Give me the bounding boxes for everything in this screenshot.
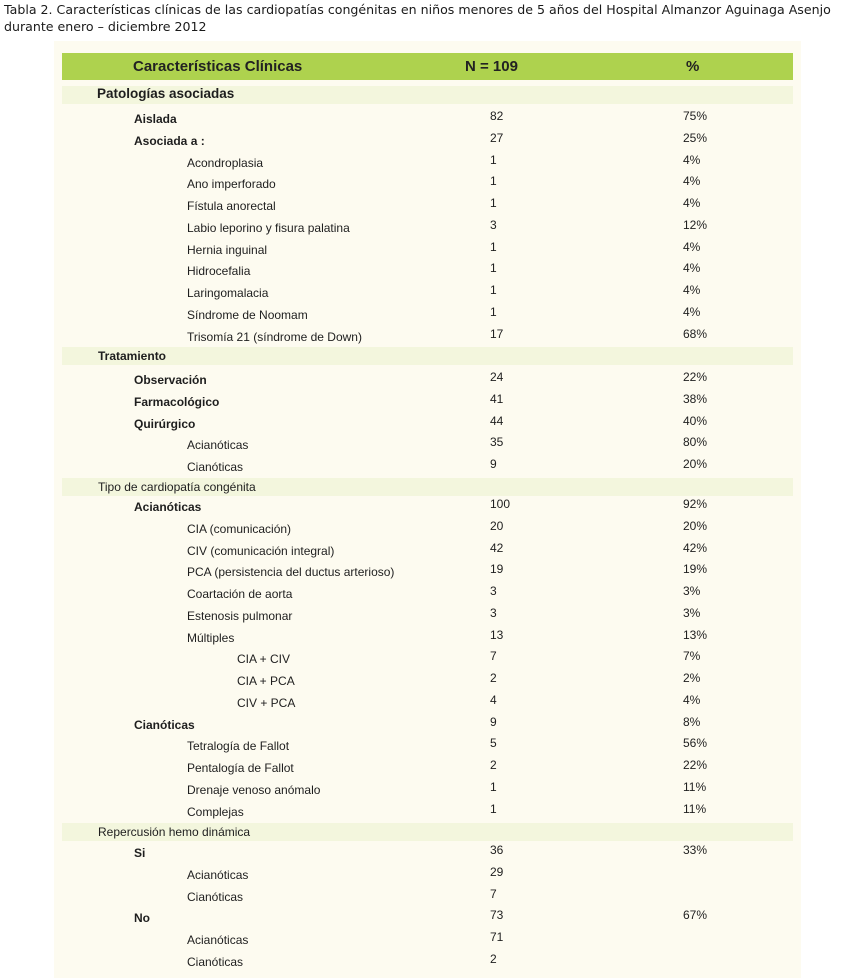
row-count: 100 (490, 497, 511, 511)
row-label: Cianóticas (187, 890, 244, 904)
row-count: 20 (490, 519, 504, 533)
row-label: Múltiples (187, 631, 235, 645)
row-label: Estenosis pulmonar (187, 609, 293, 623)
section-title: Repercusión hemo dinámica (98, 825, 251, 839)
row-percent: 4% (683, 196, 701, 210)
row-percent: 75% (683, 109, 708, 123)
row-percent: 25% (683, 131, 708, 145)
row-label: Acianóticas (187, 933, 249, 947)
row-count: 41 (490, 392, 504, 406)
row-percent: 67% (683, 908, 708, 922)
row-percent: 3% (683, 606, 701, 620)
row-count: 7 (490, 887, 497, 901)
row-percent: 3% (683, 584, 701, 598)
row-count: 3 (490, 218, 497, 232)
row-percent: 11% (683, 802, 707, 816)
row-percent: 92% (683, 497, 708, 511)
row-count: 35 (490, 435, 504, 449)
row-percent: 11% (683, 780, 707, 794)
row-percent: 4% (683, 283, 701, 297)
row-label: Aislada (134, 112, 177, 126)
row-percent: 4% (683, 240, 701, 254)
row-label: PCA (persistencia del ductus arterioso) (187, 565, 395, 579)
row-count: 2 (490, 758, 497, 772)
row-label: Laringomalacia (187, 286, 269, 300)
row-count: 82 (490, 109, 504, 123)
row-percent: 8% (683, 715, 701, 729)
row-percent: 12% (683, 218, 708, 232)
row-count: 1 (490, 196, 497, 210)
row-percent: 68% (683, 327, 708, 341)
row-label: CIV + PCA (237, 696, 296, 710)
row-label: Cianóticas (187, 955, 244, 969)
row-count: 1 (490, 305, 497, 319)
section-band (62, 347, 793, 365)
row-percent: 80% (683, 435, 708, 449)
row-label: CIA (comunicación) (187, 522, 292, 536)
row-label: Si (134, 846, 146, 860)
row-label: CIV (comunicación integral) (187, 544, 335, 558)
row-label: Farmacológico (134, 395, 220, 409)
row-label: Hidrocefalia (187, 264, 251, 278)
row-label: Cianóticas (134, 718, 195, 732)
row-count: 9 (490, 715, 497, 729)
header-characteristics: Características Clínicas (133, 58, 303, 75)
row-label: Pentalogía de Fallot (187, 761, 294, 775)
table-caption: Tabla 2. Características clínicas de las cardiopatías congénitas en niños menores de 5 años del Hospital Almanzor Aguinaga Asenjo durante enero – diciembre 2012 (4, 2, 831, 34)
row-count: 29 (490, 865, 504, 879)
row-percent: 38% (683, 392, 708, 406)
row-label: Trisomía 21 (síndrome de Down) (187, 330, 362, 344)
row-label: CIA + CIV (237, 652, 291, 666)
row-count: 4 (490, 693, 497, 707)
row-percent: 20% (683, 519, 708, 533)
row-count: 1 (490, 240, 497, 254)
row-count: 1 (490, 174, 497, 188)
row-percent: 22% (683, 758, 708, 772)
row-count: 71 (490, 930, 504, 944)
row-percent: 4% (683, 174, 701, 188)
row-count: 27 (490, 131, 504, 145)
row-count: 7 (490, 649, 497, 663)
row-count: 3 (490, 606, 497, 620)
section-title: Patologías asociadas (97, 86, 235, 101)
section-title: Tipo de cardiopatía congénita (98, 480, 256, 494)
row-count: 2 (490, 671, 497, 685)
row-percent: 4% (683, 261, 701, 275)
row-percent: 56% (683, 736, 708, 750)
row-label: Coartación de aorta (187, 587, 293, 601)
row-percent: 19% (683, 562, 708, 576)
row-label: Complejas (187, 805, 244, 819)
row-label: Observación (134, 373, 207, 387)
row-count: 3 (490, 584, 497, 598)
row-count: 1 (490, 780, 497, 794)
row-label: Hernia inguinal (187, 243, 268, 257)
row-percent: 4% (683, 305, 701, 319)
row-count: 2 (490, 952, 497, 966)
header-n: N = 109 (465, 58, 518, 75)
row-count: 13 (490, 628, 504, 642)
row-count: 1 (490, 802, 497, 816)
row-percent: 33% (683, 843, 708, 857)
row-percent: 13% (683, 628, 708, 642)
row-count: 42 (490, 541, 504, 555)
row-percent: 7% (683, 649, 701, 663)
row-percent: 20% (683, 457, 708, 471)
row-label: Drenaje venoso anómalo (187, 783, 321, 797)
table-header-row (62, 53, 793, 80)
row-count: 19 (490, 562, 504, 576)
row-count: 1 (490, 283, 497, 297)
row-percent: 4% (683, 693, 701, 707)
row-label: Cianóticas (187, 460, 244, 474)
row-label: Asociada a : (134, 134, 205, 148)
row-label: Síndrome de Noomam (187, 308, 308, 322)
row-label: Acondroplasia (187, 156, 264, 170)
row-count: 73 (490, 908, 504, 922)
row-count: 36 (490, 843, 504, 857)
row-label: Labio leporino y fisura palatina (187, 221, 350, 235)
row-percent: 22% (683, 370, 708, 384)
section-title: Tratamiento (98, 349, 167, 363)
row-label: No (134, 911, 150, 925)
row-label: Acianóticas (187, 438, 249, 452)
row-label: Fístula anorectal (187, 199, 276, 213)
row-label: Ano imperforado (187, 177, 276, 191)
row-count: 44 (490, 414, 504, 428)
row-label: Tetralogía de Fallot (187, 739, 290, 753)
row-label: Acianóticas (134, 500, 202, 514)
header-percent: % (686, 58, 700, 75)
row-label: Quirúrgico (134, 417, 196, 431)
row-count: 1 (490, 261, 497, 275)
row-count: 9 (490, 457, 497, 471)
row-label: CIA + PCA (237, 674, 295, 688)
row-percent: 4% (683, 153, 701, 167)
row-count: 24 (490, 370, 504, 384)
row-percent: 42% (683, 541, 708, 555)
row-label: Acianóticas (187, 868, 249, 882)
row-percent: 40% (683, 414, 708, 428)
row-count: 5 (490, 736, 497, 750)
row-percent: 2% (683, 671, 701, 685)
row-count: 17 (490, 327, 504, 341)
row-count: 1 (490, 153, 497, 167)
